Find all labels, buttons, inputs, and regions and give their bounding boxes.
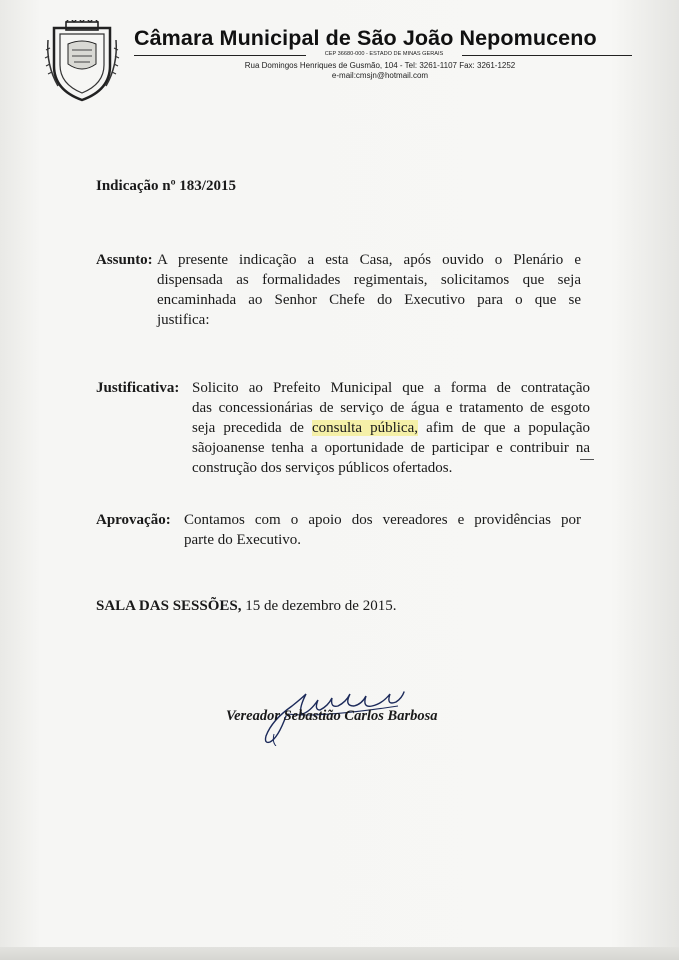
justificativa-line3-start: seja precedida de — [192, 420, 313, 436]
session-date: 15 de dezembro de 2015. — [241, 598, 397, 614]
header-address: Rua Domingos Henriques de Gusmão, 104 - Tel: 3261-1107 Fax: 3261-1252 — [244, 61, 516, 70]
sala-label: SALA DAS SESSÕES, — [96, 598, 242, 614]
assunto-line: encaminhada ao Senhor Chefe do Executivo para o que se — [157, 292, 581, 308]
aprovacao-label: Aprovação: — [96, 512, 171, 528]
justificativa-line: sãojoanense tenha a oportunidade de participar e contribuir na — [192, 440, 590, 456]
header-email: e-mail:cmsjn@hotmail.com — [331, 71, 429, 80]
header-rule-left — [134, 55, 306, 56]
header-rule-right — [462, 55, 632, 56]
assunto-text — [157, 250, 581, 330]
assunto-label: Assunto: — [96, 252, 153, 268]
assunto-line: dispensada as formalidades regimentais, solicitamos que seja — [157, 272, 581, 288]
assunto-line: justifica: — [157, 312, 210, 328]
justificativa-line: construção dos serviços públicos ofertados. — [192, 460, 453, 476]
assunto-line: A presente indicação a esta Casa, após ouvido o Plenário e — [157, 252, 581, 268]
aprovacao-text — [184, 510, 581, 550]
highlighted-consulta-publica: consulta pública, — [312, 420, 418, 436]
chamber-name-heading: Câmara Municipal de São João Nepomuceno — [134, 26, 597, 50]
sala-das-sessoes-line — [96, 598, 396, 615]
indicacao-number: Indicação nº 183/2015 — [96, 178, 236, 194]
pen-dash-mark — [580, 459, 594, 460]
justificativa-line: das concessionárias de serviço de água e tratamento de esgoto — [192, 400, 590, 416]
aprovacao-section — [96, 510, 586, 550]
signer-name: Vereador Sebastião Carlos Barbosa — [226, 708, 438, 724]
justificativa-label: Justificativa: — [96, 380, 180, 396]
page-bottom-edge — [0, 947, 679, 960]
justificativa-text — [192, 378, 590, 478]
justificativa-line3-end: afim de que a população — [417, 420, 590, 436]
header-cep-line: CEP 36680-000 - ESTADO DE MINAS GERAIS — [324, 51, 444, 57]
aprovacao-line: parte do Executivo. — [184, 532, 302, 548]
justificativa-section — [96, 378, 596, 478]
municipal-crest-logo — [44, 20, 120, 102]
assunto-section — [96, 250, 586, 330]
justificativa-line: Solicito ao Prefeito Municipal que a forma de contratação — [192, 380, 590, 396]
justificativa-line — [192, 418, 590, 438]
aprovacao-line: Contamos com o apoio dos vereadores e providências por — [184, 512, 581, 528]
